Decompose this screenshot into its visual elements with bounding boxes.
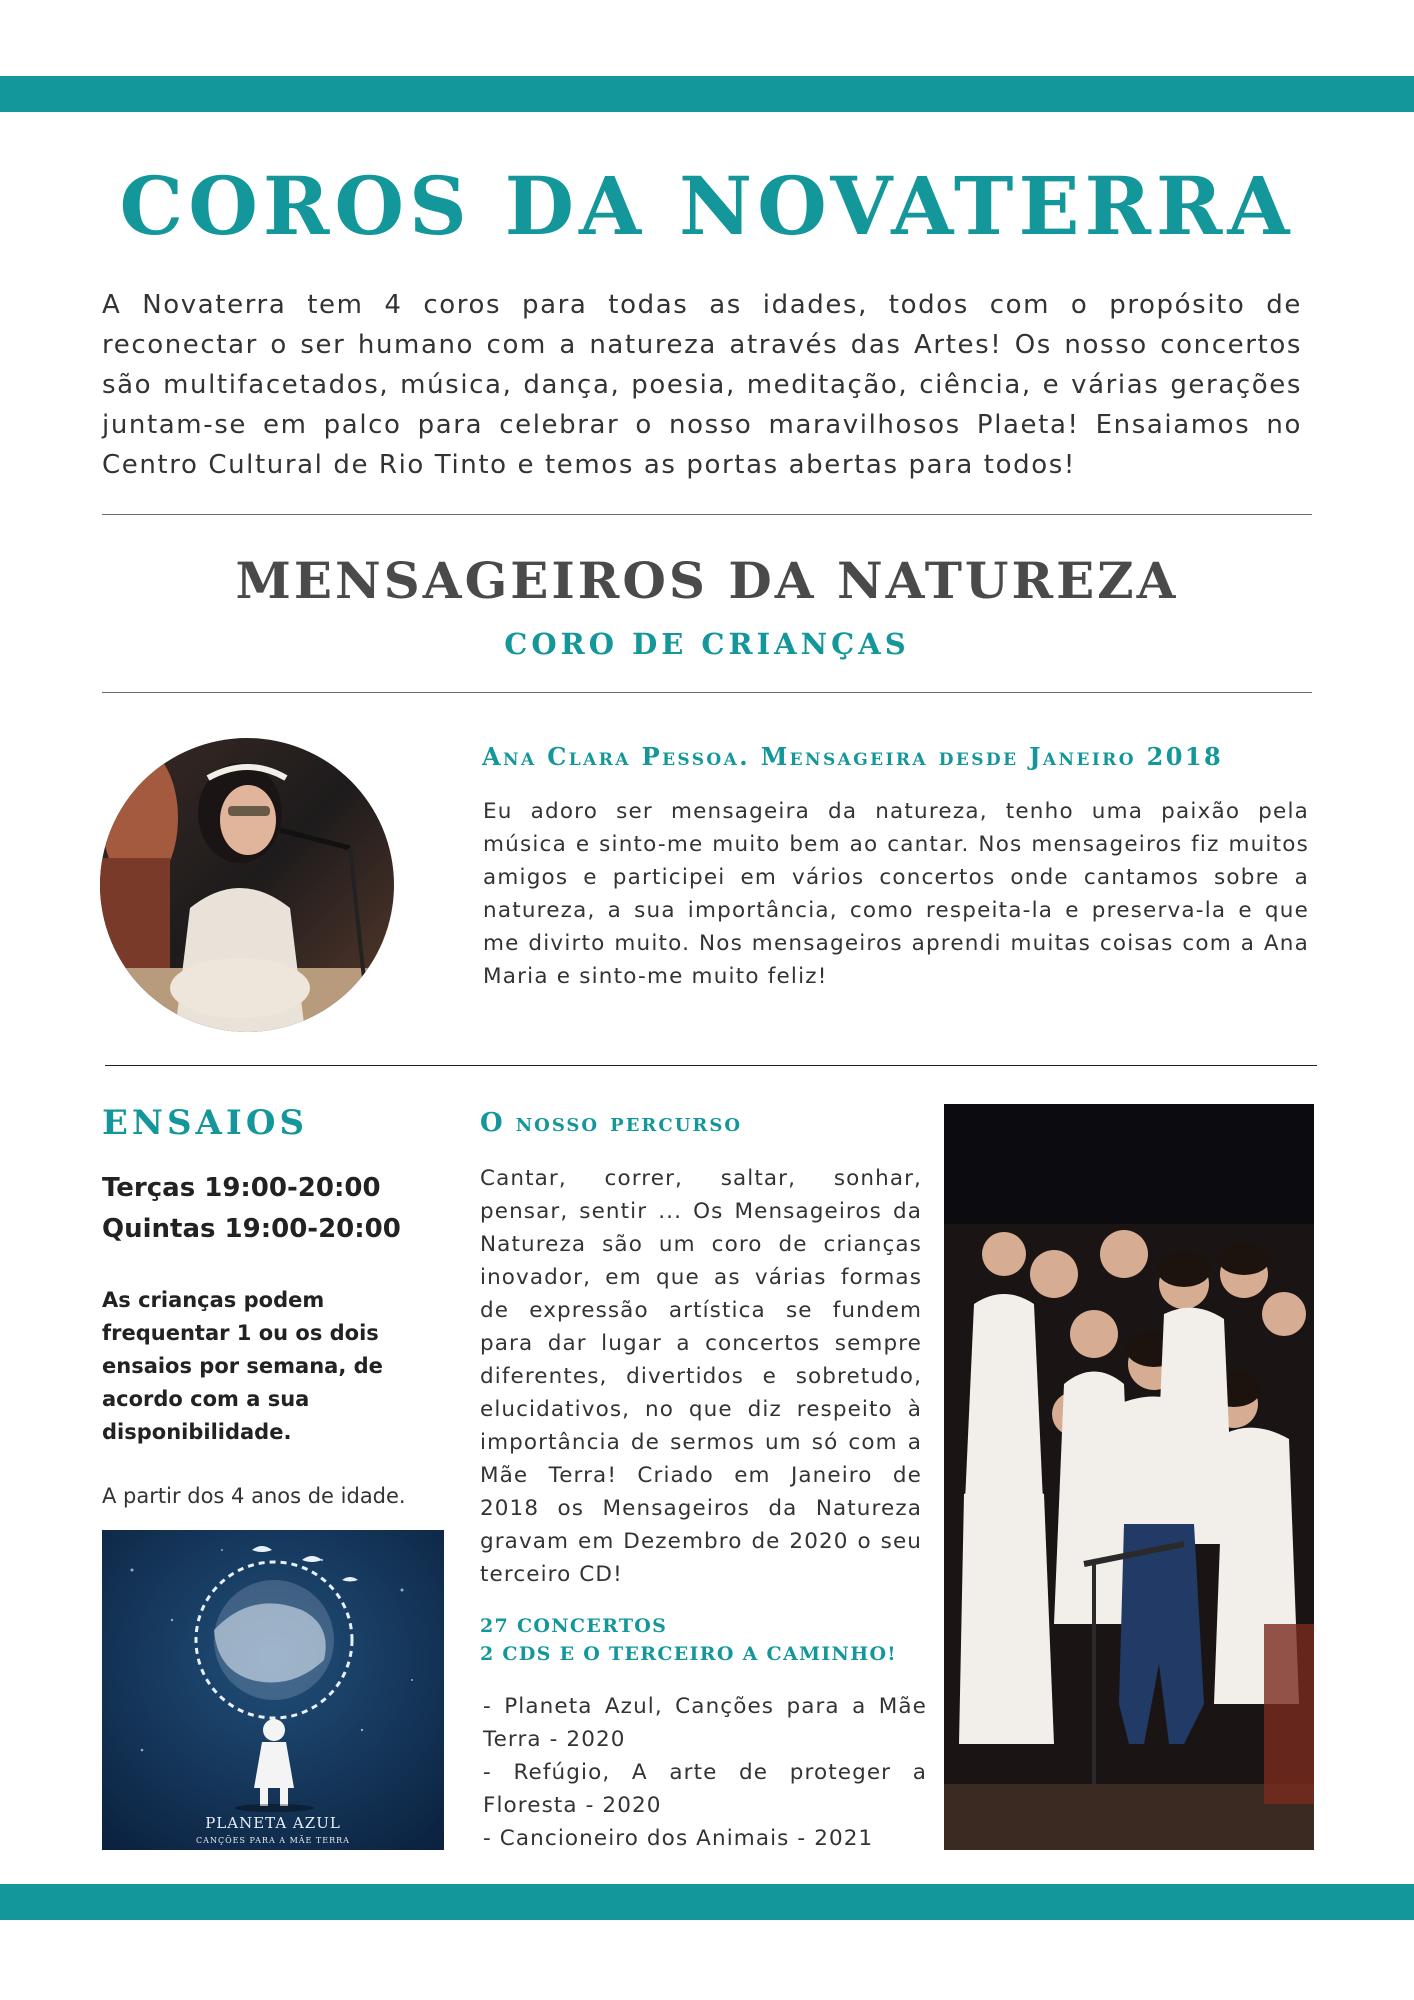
attendance-note: As crianças podem frequentar 1 ou os dois ensaios por semana, de acordo com a sua disponibilidade. <box>102 1288 383 1444</box>
intro-paragraph: A Novaterra tem 4 coros para todas as idades, todos com o propósito de reconectar o ser humano com a natureza através das Artes! Os nosso concertos são multifacetados, música, dança, poesia, meditação, ciência, e várias gerações juntam-se em palco para celebrar o nosso maravilhosos Plaeta! Ensaiamos no Centro Cultural de Rio Tinto e temos as portas abertas para todos! <box>102 290 1302 480</box>
top-color-band <box>0 76 1414 112</box>
achievement-item: 2 CDS E O TERCEIRO A CAMINHO! <box>480 1643 897 1665</box>
age-info: A partir dos 4 anos de idade. <box>102 1484 406 1508</box>
testimonial-text: Eu adoro ser mensageira da natureza, tenho uma paixão pela música e sinto-me muito bem ao cantar. Nos mensageiros fiz muitos amigos e participei em vários concertos onde cantamos sobre a natureza, a sua importância, como respeita-la e preserva-la e que me divirto muito. Nos mensageiros aprendi muitas coisas com a Ana Maria e sinto-me muito feliz! <box>483 799 1309 989</box>
album-subtitle: CANÇÕES PARA A MÃE TERRA <box>196 1836 350 1845</box>
bottom-color-band <box>0 1884 1414 1920</box>
achievements <box>480 1612 940 1668</box>
album-cover <box>102 1530 444 1850</box>
ensaios-heading: ENSAIOS <box>102 1103 309 1143</box>
divider <box>102 514 1312 515</box>
discography-item: - Cancioneiro dos Animais - 2021 <box>483 1826 874 1851</box>
page-title: COROS DA NOVATERRA <box>119 159 1295 253</box>
percurso-heading: O nosso percurso <box>480 1108 743 1138</box>
choir-photo <box>944 1104 1314 1850</box>
album-title: PLANETA AZUL <box>205 1814 341 1832</box>
discography-item: - Refúgio, A arte de proteger a Floresta - 2020 <box>483 1760 927 1818</box>
schedule-item: Terças 19:00-20:00 <box>102 1173 381 1203</box>
schedule-item: Quintas 19:00-20:00 <box>102 1214 401 1244</box>
discography-item: - Planeta Azul, Canções para a Mãe Terra - 2020 <box>483 1694 927 1752</box>
percurso-text: Cantar, correr, saltar, sonhar, pensar, sentir ... Os Mensageiros da Natureza são um coro de crianças inovador, em que as várias formas de expressão artística se fundem para dar lugar a concertos sempre diferentes, divertidos e sobretudo, elucidativos, no que diz respeito à importância de sermos um só com a Mãe Terra! Criado em Janeiro de 2018 os Mensageiros da Natureza gravam em Dezembro de 2020 o seu terceiro CD! <box>480 1166 922 1587</box>
rehearsal-schedule <box>102 1168 462 1250</box>
testimonial-author: Ana Clara Pessoa. Mensageira desde Janeiro 2018 <box>482 742 1224 771</box>
discography-list <box>483 1690 927 1855</box>
divider <box>105 1065 1317 1066</box>
section-subtitle: CORO DE CRIANÇAS <box>504 627 910 661</box>
section-title: MENSAGEIROS DA NATUREZA <box>235 551 1179 610</box>
divider <box>102 692 1312 693</box>
achievement-item: 27 CONCERTOS <box>480 1615 668 1637</box>
portrait-photo <box>100 738 394 1032</box>
